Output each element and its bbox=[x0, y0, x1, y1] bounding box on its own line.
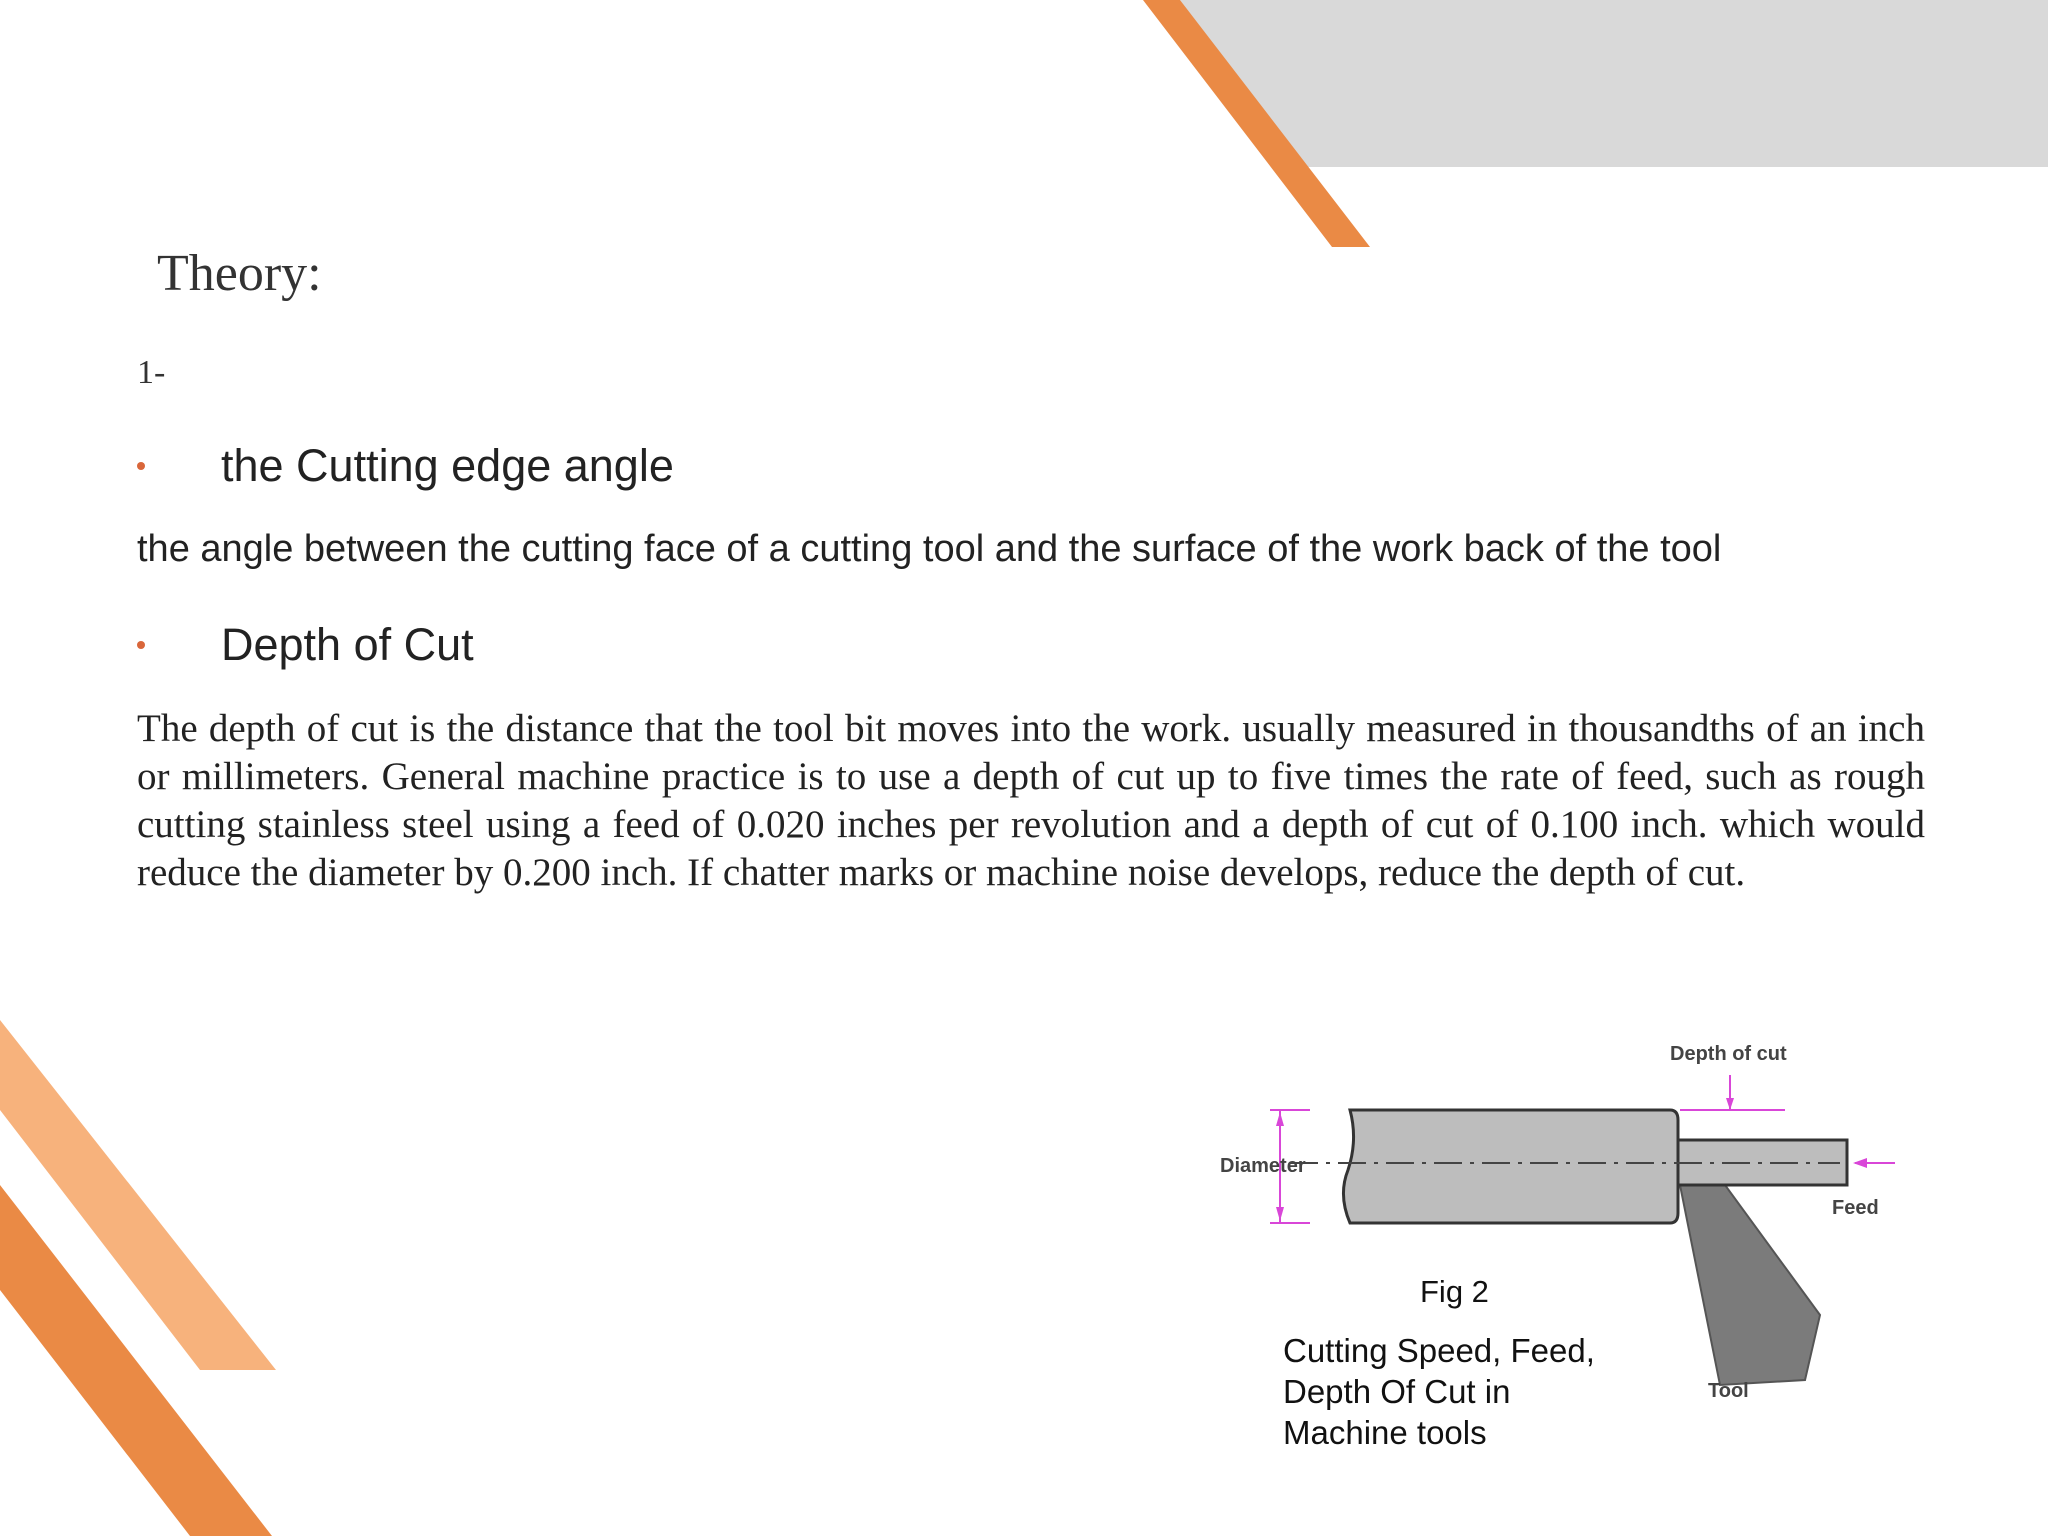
bullet-item-cutting-edge-angle bbox=[137, 436, 674, 496]
bullet-icon bbox=[137, 462, 145, 470]
depth-of-cut-label: Depth of cut bbox=[1670, 1043, 1787, 1065]
diameter-arrow-bottom-icon bbox=[1276, 1207, 1284, 1221]
diameter-label: Diameter bbox=[1220, 1155, 1306, 1177]
feed-label: Feed bbox=[1832, 1197, 1879, 1219]
figure-caption: Cutting Speed, Feed, Depth Of Cut in Machine tools bbox=[1283, 1332, 1595, 1451]
workpiece bbox=[1343, 1110, 1678, 1223]
section-number: 1- bbox=[137, 354, 166, 391]
figure-number: Fig 2 bbox=[1420, 1274, 1489, 1309]
slide-title: Theory: bbox=[157, 245, 322, 302]
depth-of-cut-paragraph: The depth of cut is the distance that the tool bit moves into the work. usually measured in thousandths of an inch or millimeters. General machine practice is to use a depth of cut up to five times the rate of feed, such as rough cutting stainless steel using a feed of 0.020 inches per revolution and a depth of cut of 0.100 inch. which would reduce the diameter by 0.200 inch. If chatter marks or machine noise develops, reduce the depth of cut. bbox=[137, 707, 1925, 894]
tool-shape bbox=[1680, 1185, 1820, 1385]
bullet-icon bbox=[137, 641, 145, 649]
bullet-label: the Cutting edge angle bbox=[221, 440, 674, 491]
feed-arrow-icon bbox=[1853, 1158, 1867, 1168]
bullet-item-depth-of-cut bbox=[137, 615, 474, 675]
bullet-label: Depth of Cut bbox=[221, 619, 474, 670]
top-gray-band bbox=[1180, 0, 2048, 167]
definition-text: the angle between the cutting face of a cutting tool and the surface of the work back of the tool bbox=[137, 528, 1722, 570]
depth-arrow-icon bbox=[1726, 1098, 1734, 1110]
tool-label: Tool bbox=[1708, 1380, 1749, 1402]
diameter-arrow-top-icon bbox=[1276, 1112, 1284, 1126]
